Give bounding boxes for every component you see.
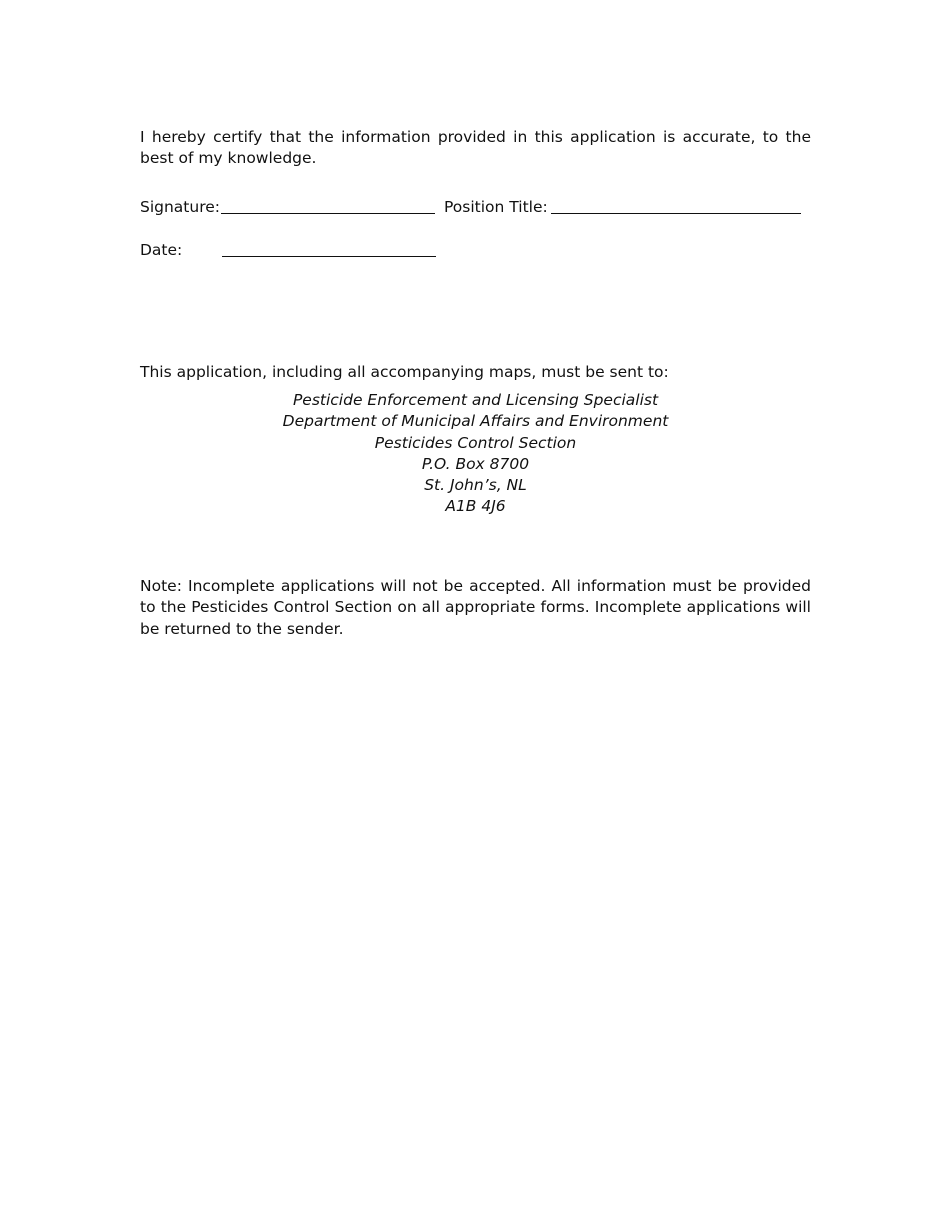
position-title-line: [551, 213, 801, 214]
address-section: Pesticides Control Section: [374, 433, 577, 452]
signature-line: [221, 213, 435, 214]
date-line: [222, 256, 436, 257]
address-city-province: St. John’s, NL: [424, 476, 527, 495]
certification-statement: I hereby certify that the information provided in this application is accurate, to the best of my knowledge.: [140, 127, 811, 167]
address-department: Department of Municipal Affairs and Environment: [282, 412, 669, 431]
date-label: Date:: [140, 241, 183, 259]
incomplete-applications-note: Note: Incomplete applications will not be accepted. All information must be provided to the Pesticides Control Section on all appropriate forms. Incomplete applications will be returned to the sender.: [140, 576, 811, 638]
mailing-address: [140, 390, 811, 518]
submission-instruction: This application, including all accompanying maps, must be sent to:: [140, 362, 669, 381]
position-title-label: Position Title:: [444, 198, 548, 216]
address-recipient: Pesticide Enforcement and Licensing Specialist: [292, 391, 659, 409]
address-postal-code: A1B 4J6: [445, 497, 506, 516]
address-po-box: P.O. Box 8700: [421, 454, 530, 473]
signature-label: Signature:: [140, 198, 220, 216]
